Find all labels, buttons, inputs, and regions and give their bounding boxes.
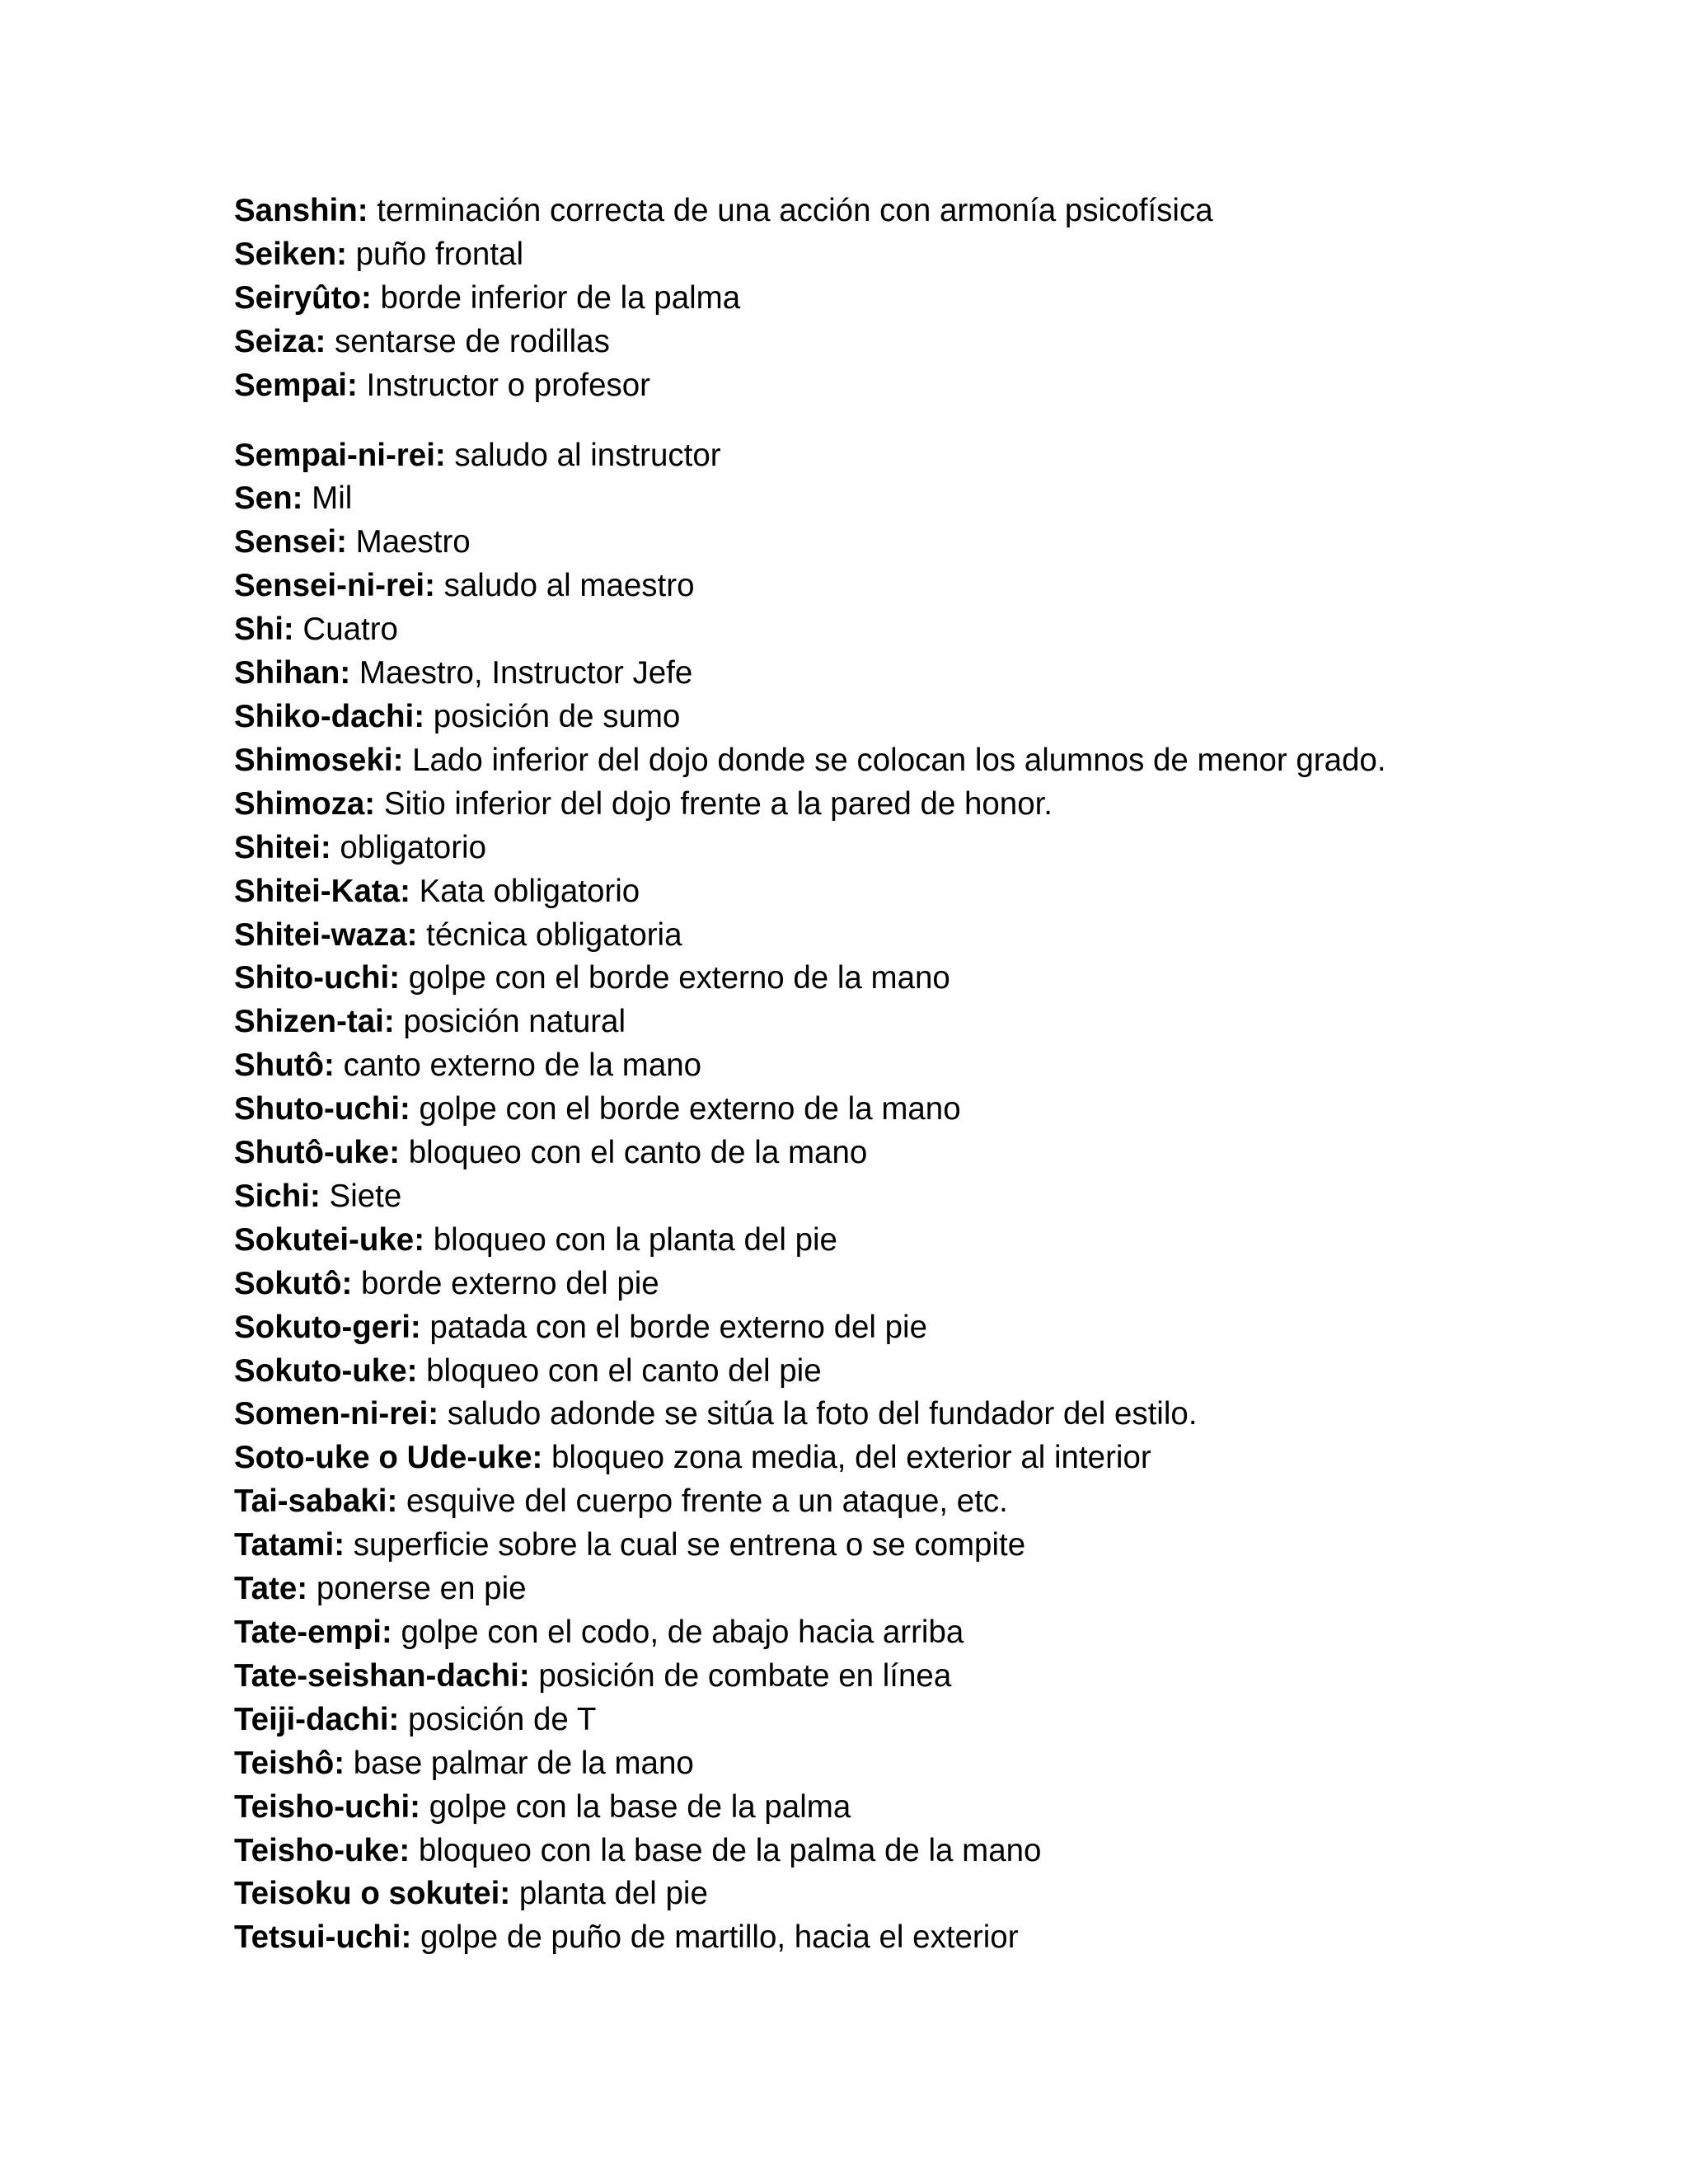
glossary-definition: golpe con el codo, de abajo hacia arriba: [392, 1615, 964, 1650]
glossary-term: Sichi:: [234, 1178, 321, 1214]
glossary-entry: [234, 739, 1635, 783]
glossary-definition: bloqueo con la base de la palma de la mano: [410, 1832, 1042, 1868]
glossary-term: Teisho-uchi:: [234, 1788, 420, 1825]
glossary-definition: posición de combate en línea: [529, 1657, 952, 1694]
glossary-definition: Cuatro: [293, 612, 398, 648]
glossary-definition: bloqueo con la planta del pie: [424, 1221, 837, 1258]
glossary-term: Seiken:: [234, 236, 347, 272]
glossary-term: Shiko-dachi:: [234, 698, 425, 734]
glossary-entry: [234, 521, 1635, 565]
glossary-entry: [234, 1524, 1635, 1568]
glossary-entry: [234, 565, 1635, 608]
glossary-definition: saludo al instructor: [445, 437, 721, 473]
glossary-definition: Lado inferior del dojo donde se colocan los alumnos de menor grado.: [403, 742, 1386, 778]
glossary-definition: Instructor o profesor: [357, 367, 650, 403]
glossary-term: Shitei-Kata:: [234, 873, 410, 909]
glossary-entry: [234, 1480, 1635, 1524]
glossary-entry: [234, 321, 1635, 364]
glossary-term: Sensei-ni-rei:: [234, 568, 435, 604]
glossary-term: Shimoza:: [234, 785, 376, 822]
glossary-definition: Kata obligatorio: [410, 873, 640, 909]
glossary-entry: [234, 1306, 1635, 1350]
glossary-definition: saludo al maestro: [434, 568, 695, 604]
glossary-entry: [234, 434, 1635, 478]
glossary-entry: [234, 1132, 1635, 1175]
glossary-entry: [234, 1568, 1635, 1611]
glossary-definition: posición natural: [394, 1004, 626, 1040]
glossary-definition: golpe con el borde externo de la mano: [400, 960, 950, 996]
glossary-term: Shimoseki:: [234, 742, 404, 778]
glossary-definition: patada con el borde externo del pie: [420, 1309, 928, 1345]
glossary-definition: Siete: [320, 1178, 402, 1214]
glossary-definition: bloqueo con el canto del pie: [417, 1352, 822, 1389]
glossary-term: Shutô:: [234, 1047, 335, 1084]
glossary-definition: obligatorio: [331, 829, 487, 865]
glossary-definition: saludo adonde se sitúa la foto del fundador del estilo.: [438, 1396, 1198, 1432]
glossary-list: [234, 190, 1635, 1960]
glossary-entry: [234, 477, 1635, 521]
glossary-entry: [234, 696, 1635, 739]
glossary-entry: [234, 1872, 1635, 1916]
glossary-term: Seiryûto:: [234, 279, 372, 316]
glossary-term: Teisoku o sokutei:: [234, 1876, 511, 1912]
glossary-entry: [234, 1175, 1635, 1219]
glossary-definition: Maestro: [346, 524, 471, 560]
glossary-term: Tai-sabaki:: [234, 1483, 398, 1520]
glossary-term: Tate:: [234, 1571, 308, 1607]
glossary-term: Shitei:: [234, 829, 331, 865]
glossary-entry: [234, 957, 1635, 1001]
glossary-term: Shito-uchi:: [234, 960, 401, 996]
glossary-term: Sensei:: [234, 524, 347, 560]
glossary-term: Sokutei-uke:: [234, 1221, 425, 1258]
glossary-entry: [234, 870, 1635, 914]
glossary-definition: Maestro, Instructor Jefe: [350, 655, 693, 691]
glossary-definition: golpe con el borde externo de la mano: [410, 1091, 961, 1127]
glossary-entry: [234, 1742, 1635, 1786]
glossary-entry: [234, 364, 1635, 408]
glossary-definition: esquive del cuerpo frente a un ataque, etc.: [397, 1483, 1008, 1520]
glossary-entry: [234, 1786, 1635, 1830]
glossary-entry: [234, 1088, 1635, 1132]
glossary-term: Sempai:: [234, 367, 358, 403]
glossary-term: Sokuto-geri:: [234, 1309, 421, 1345]
glossary-term: Tetsui-uchi:: [234, 1919, 412, 1956]
glossary-entry: [234, 1393, 1635, 1436]
glossary-term: Sen:: [234, 480, 303, 517]
glossary-entry: [234, 652, 1635, 696]
glossary-definition: superficie sobre la cual se entrena o se compite: [345, 1527, 1026, 1563]
glossary-definition: Sitio inferior del dojo frente a la pared de honor.: [375, 785, 1053, 822]
glossary-entry: [234, 190, 1635, 233]
glossary-entry: [234, 1436, 1635, 1480]
glossary-entry: [234, 1655, 1635, 1699]
glossary-entry: [234, 1350, 1635, 1394]
glossary-definition: borde externo del pie: [352, 1265, 659, 1301]
glossary-term: Sanshin:: [234, 193, 368, 228]
glossary-definition: planta del pie: [510, 1876, 708, 1912]
glossary-term: Shi:: [234, 612, 294, 648]
glossary-entry: [234, 1044, 1635, 1088]
glossary-entry: [234, 1699, 1635, 1742]
glossary-definition: base palmar de la mano: [345, 1745, 694, 1781]
glossary-term: Tate-empi:: [234, 1615, 392, 1650]
glossary-definition: terminación correcta de una acción con armonía psicofísica: [368, 193, 1213, 228]
glossary-entry: [234, 1001, 1635, 1044]
glossary-entry: [234, 277, 1635, 321]
glossary-term: Sempai-ni-rei:: [234, 437, 446, 473]
glossary-entry: [234, 1219, 1635, 1263]
glossary-entry: [234, 783, 1635, 827]
glossary-term: Shitei-waza:: [234, 916, 418, 953]
glossary-definition: posición de sumo: [424, 698, 681, 734]
glossary-entry: [234, 1611, 1635, 1655]
glossary-entry: [234, 1830, 1635, 1873]
glossary-entry: [234, 1916, 1635, 1960]
glossary-term: Somen-ni-rei:: [234, 1396, 439, 1432]
glossary-entry: [234, 914, 1635, 958]
glossary-term: Shutô-uke:: [234, 1135, 401, 1171]
glossary-term: Tatami:: [234, 1527, 345, 1563]
glossary-term: Seiza:: [234, 323, 326, 359]
glossary-definition: posición de T: [399, 1701, 597, 1737]
glossary-entry: [234, 1263, 1635, 1306]
glossary-term: Teisho-uke:: [234, 1832, 410, 1868]
glossary-definition: bloqueo con el canto de la mano: [400, 1135, 868, 1171]
glossary-entry: [234, 233, 1635, 277]
glossary-term: Teishô:: [234, 1745, 345, 1781]
glossary-definition: puño frontal: [346, 236, 523, 272]
glossary-definition: Mil: [302, 480, 353, 517]
glossary-term: Soto-uke o Ude-uke:: [234, 1440, 543, 1476]
glossary-term: Shizen-tai:: [234, 1004, 395, 1040]
glossary-term: Shihan:: [234, 655, 351, 691]
glossary-definition: canto externo de la mano: [334, 1047, 702, 1084]
glossary-term: Shuto-uchi:: [234, 1091, 410, 1127]
glossary-term: Tate-seishan-dachi:: [234, 1657, 530, 1694]
glossary-definition: ponerse en pie: [307, 1571, 527, 1607]
glossary-definition: bloqueo zona media, del exterior al interior: [542, 1440, 1151, 1476]
glossary-term: Sokutô:: [234, 1265, 353, 1301]
glossary-definition: sentarse de rodillas: [326, 323, 610, 359]
glossary-definition: técnica obligatoria: [417, 916, 682, 953]
glossary-term: Teiji-dachi:: [234, 1701, 400, 1737]
glossary-definition: borde inferior de la palma: [371, 279, 741, 316]
glossary-entry: [234, 827, 1635, 870]
glossary-term: Sokuto-uke:: [234, 1352, 418, 1389]
glossary-definition: golpe con la base de la palma: [420, 1788, 851, 1825]
glossary-definition: golpe de puño de martillo, hacia el exterior: [411, 1919, 1019, 1956]
glossary-entry: [234, 608, 1635, 652]
